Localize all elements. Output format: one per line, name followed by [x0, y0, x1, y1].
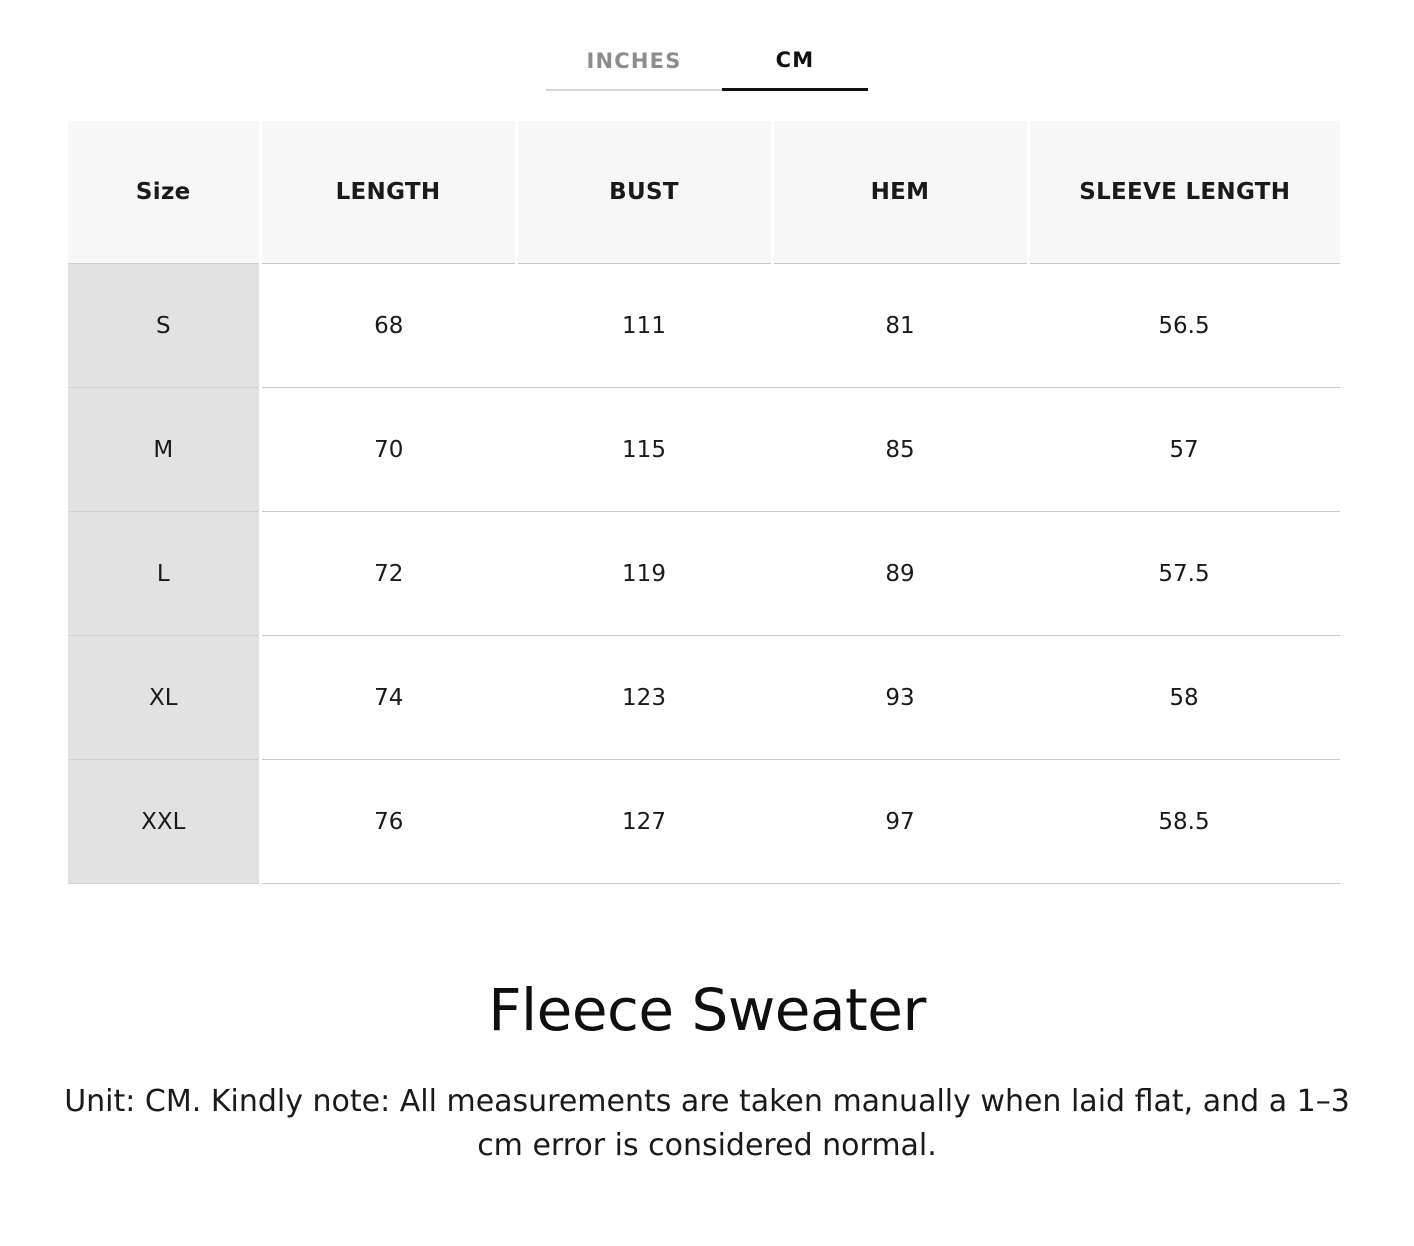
- cell-bust: 123: [516, 636, 772, 760]
- table-row: [68, 264, 1340, 388]
- cell-length: 72: [260, 512, 516, 636]
- cell-hem: 85: [772, 388, 1028, 512]
- cell-bust: 115: [516, 388, 772, 512]
- column-header-size: Size: [68, 121, 260, 264]
- page-title: Fleece Sweater: [488, 976, 926, 1044]
- cell-bust: 111: [516, 264, 772, 388]
- cell-sleeve: 58.5: [1028, 760, 1340, 884]
- cell-length: 70: [260, 388, 516, 512]
- cell-size: XXL: [68, 760, 260, 884]
- table-row: [68, 760, 1340, 884]
- cell-size: XL: [68, 636, 260, 760]
- cell-size: S: [68, 264, 260, 388]
- cell-sleeve: 57: [1028, 388, 1340, 512]
- cell-hem: 81: [772, 264, 1028, 388]
- cell-size: M: [68, 388, 260, 512]
- cell-length: 76: [260, 760, 516, 884]
- column-header-hem: HEM: [772, 121, 1028, 264]
- size-table-container: [68, 121, 1340, 884]
- cell-sleeve: 57.5: [1028, 512, 1340, 636]
- cell-sleeve: 56.5: [1028, 264, 1340, 388]
- cell-bust: 127: [516, 760, 772, 884]
- cell-hem: 89: [772, 512, 1028, 636]
- cell-size: L: [68, 512, 260, 636]
- size-table-head: [68, 121, 1340, 264]
- unit-tabs: [0, 0, 1414, 91]
- tab-inches-label: INCHES: [586, 49, 682, 73]
- column-header-length: LENGTH: [260, 121, 516, 264]
- size-table-body: [68, 264, 1340, 884]
- cell-bust: 119: [516, 512, 772, 636]
- size-table: [68, 121, 1340, 884]
- cell-sleeve: 58: [1028, 636, 1340, 760]
- cell-hem: 97: [772, 760, 1028, 884]
- measurement-note: Unit: CM. Kindly note: All measurements are taken manually when laid flat, and a 1–3 cm error is considered normal.: [64, 1084, 1350, 1163]
- cell-length: 68: [260, 264, 516, 388]
- tab-inches[interactable]: [546, 49, 722, 91]
- table-row: [68, 636, 1340, 760]
- column-header-bust: BUST: [516, 121, 772, 264]
- cell-length: 74: [260, 636, 516, 760]
- table-row: [68, 512, 1340, 636]
- table-header-row: [68, 121, 1340, 264]
- column-header-sleeve-length: SLEEVE LENGTH: [1028, 121, 1340, 264]
- tab-cm[interactable]: [722, 48, 868, 91]
- tab-cm-label: CM: [775, 48, 815, 72]
- table-row: [68, 388, 1340, 512]
- cell-hem: 93: [772, 636, 1028, 760]
